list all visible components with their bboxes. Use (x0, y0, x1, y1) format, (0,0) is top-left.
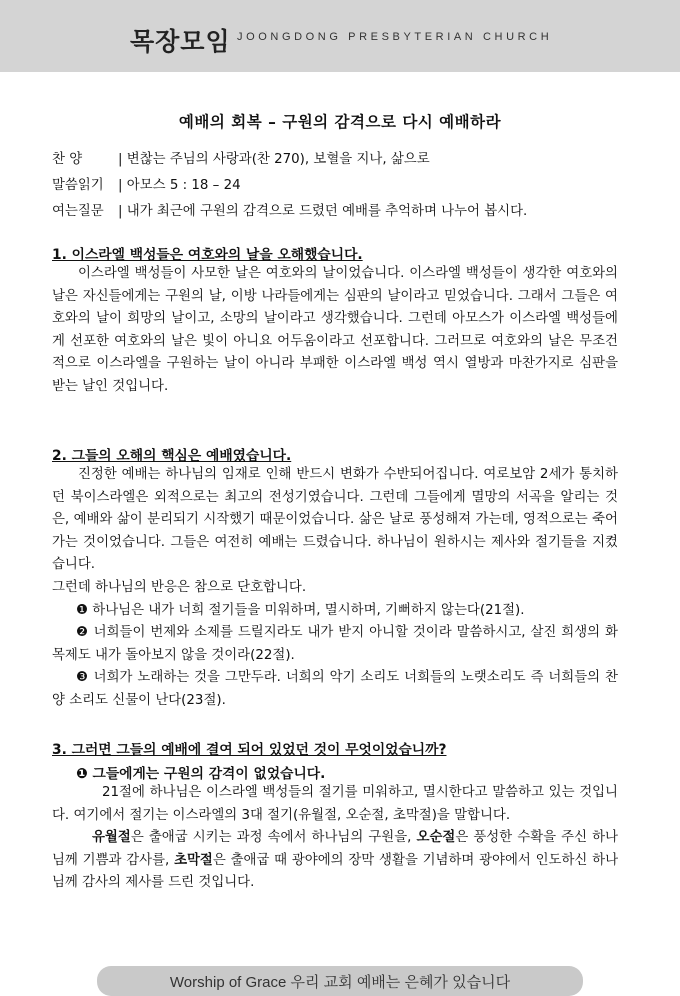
pentecost-text: 은 풍성한 수확을 주신 하나님께 기쁨과 감사를, (52, 830, 618, 868)
section-2-bullet-2 (52, 622, 618, 667)
tabernacles-text: 은 출애굽 때 광야에의 장막 생활을 기념하며 광야에서 인도하신 하나님께 감사의 제사를 드린 것입니다. (52, 852, 618, 891)
section-2-body (52, 464, 618, 713)
info-row-scripture (52, 176, 241, 196)
term-tabernacles: 초막절 (174, 852, 213, 868)
info-value: | 아모스 5 : 18 – 24 (118, 178, 241, 193)
info-label: 여는질문 (52, 204, 104, 219)
info-row-opening-question (52, 202, 527, 222)
info-label: 찬 양 (52, 152, 83, 167)
bullet-mark: ❶ (76, 602, 89, 618)
header-title: 목장모임 (130, 27, 231, 56)
bullet-mark: ❷ (76, 625, 89, 641)
section-3-subheading: ❶ 그들에게는 구원의 감격이 없었습니다. (76, 766, 326, 782)
term-passover: 유월절 (92, 830, 131, 846)
section-1-body (52, 263, 618, 399)
passover-text: 은 출애굽 시키는 과정 속에서 하나님의 구원을, (130, 830, 417, 846)
section-2-bullet-3 (52, 667, 618, 712)
section-2-paragraph: 진정한 예배는 하나님의 임재로 인해 반드시 변화가 수반되어집니다. 여로보암 2세가 통치하던 북이스라엘은 외적으로는 최고의 전성기였습니다. 그런데 그들에게 멸망의 서곡을 알리는 것은, 예배와 삶이 분리되기 시작했기 때문이었습니다. 삶은 날로 풍성해져 가는데, 영적으로는 죽어가는 것이었습니다. 그들은 여전히 예배는 드렸습니다. 하나님이 원하시는 제사와 절기들을 지켰습니다. (52, 467, 618, 573)
document-title: 예배의 회복 – 구원의 감격으로 다시 예배하라 (178, 113, 502, 131)
info-value: | 내가 최근에 구원의 감격으로 드렸던 예배를 추억하며 나누어 봅시다. (118, 204, 528, 219)
section-2-heading: 2. 그들의 오해의 핵심은 예배였습니다. (52, 448, 292, 464)
page-header (0, 0, 680, 72)
section-3-paragraph-2 (52, 827, 618, 895)
info-label: 말씀읽기 (52, 178, 104, 193)
section-2-line: 그런데 하나님의 반응은 참으로 단호합니다. (52, 579, 307, 595)
section-3-heading: 3. 그러면 그들의 예배에 결여 되어 있었던 것이 무엇이었습니까? (52, 742, 447, 758)
section-2-bullet-1 (52, 600, 618, 623)
section-1-paragraph: 이스라엘 백성들이 사모한 날은 여호와의 날이었습니다. 이스라엘 백성들이 생각한 여호와의 날은 자신들에게는 구원의 날, 이방 나라들에게는 심판의 날이라고 믿었습니다. 그래서 그들은 여호와의 날이 희망의 날이고, 소망의 날이라고 생각했습니다. 그런데 아모스가 이스라엘 백성들에게 선포한 여호와의 날은 빛이 아니요 어두움이라고 선포합니다. 그러므로 여호와의 날은 무조건적으로 이스라엘을 구원하는 날이 아니라 부패한 이스라엘 백성 역시 열방과 마찬가지로 심판을 받는 날인 것입니다. (52, 266, 618, 394)
bullet-mark: ❸ (76, 670, 89, 686)
section-1-heading: 1. 이스라엘 백성들은 여호와의 날을 오해했습니다. (52, 247, 363, 263)
bullet-text: 하나님은 내가 너희 절기들을 미워하며, 멸시하며, 기뻐하지 않는다(21절). (92, 602, 525, 618)
bullet-text: 너희들이 번제와 소제를 드릴지라도 내가 받지 아니할 것이라 말씀하시고, 살진 희생의 화목제도 내가 돌아보지 않을 것이라(22절). (52, 625, 618, 663)
section-3-paragraph-1: 21절에 하나님은 이스라엘 백성들의 절기를 미워하고, 멸시한다고 말씀하고 있는 것입니다. 여기에서 절기는 이스라엘의 3대 절기(유월절, 오순절, 초막절)을 말합니다. (52, 785, 618, 823)
info-row-hymn (52, 150, 430, 170)
info-value: | 변찮는 주님의 사랑과(찬 270), 보혈을 지나, 삶으로 (118, 152, 430, 167)
bullet-text: 너희가 노래하는 것을 그만두라. 너희의 악기 소리도 너희들의 노랫소리도 즉 너희들의 찬양 소리도 신물이 난다(23절). (52, 670, 618, 708)
term-pentecost: 오순절 (416, 830, 456, 846)
section-3-body (52, 782, 618, 895)
header-subtitle: JOONGDONG PRESBYTERIAN CHURCH (237, 31, 553, 43)
footer-text: Worship of Grace 우리 교회 예배는 은혜가 있습니다 (169, 974, 511, 991)
